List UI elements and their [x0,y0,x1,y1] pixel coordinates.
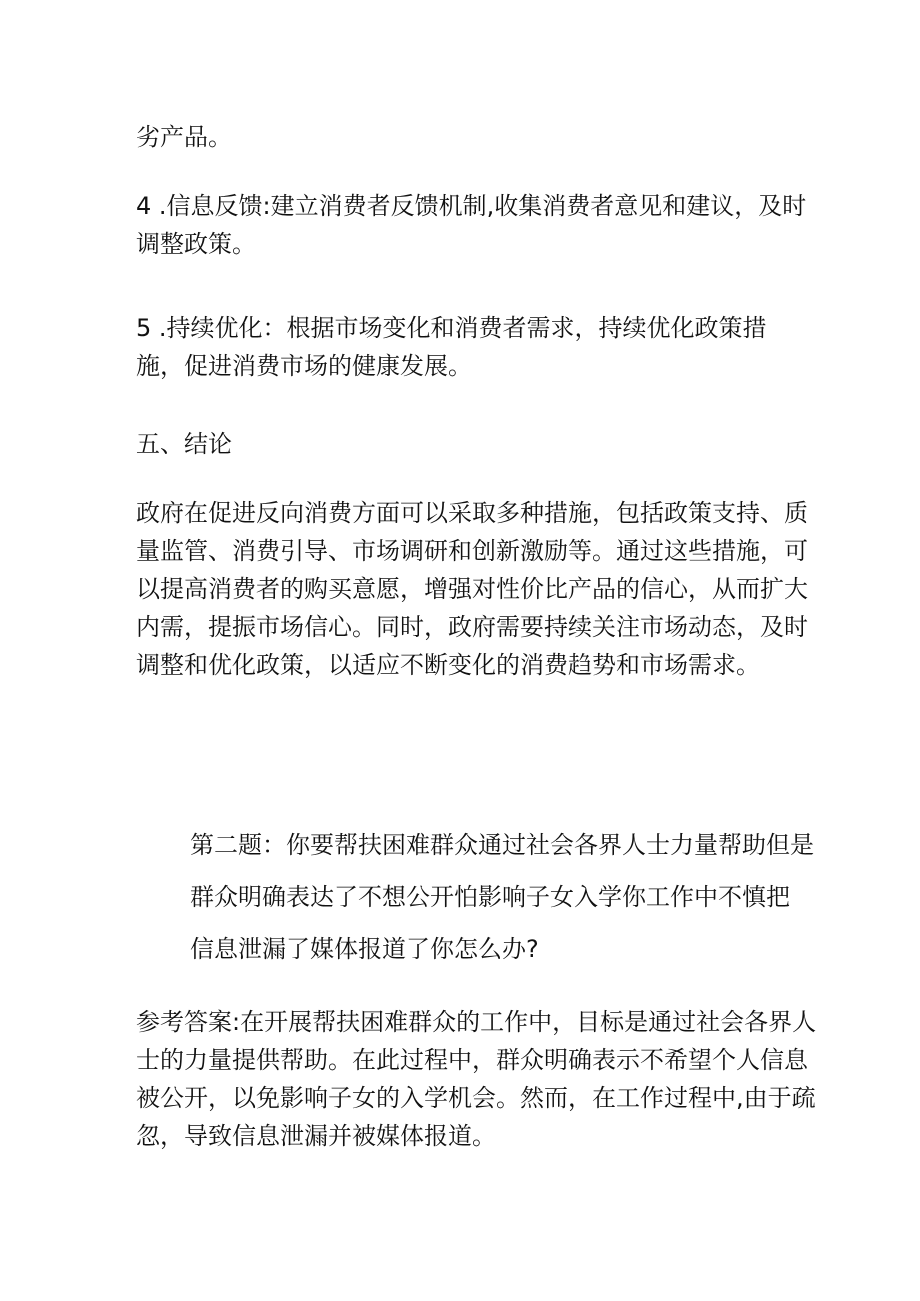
text-line: 政府在促进反向消费方面可以采取多种措施，包括政策支持、质 [136,499,808,527]
text-line: 被公开，以免影响子女的入学机会。然而，在工作过程中,由于疏 [136,1084,816,1112]
text-line: 调整政策。 [136,230,256,258]
paragraph-reference-answer [136,1003,816,1155]
text-line: 忽，导致信息泄漏并被媒体报道。 [136,1122,496,1150]
paragraph-item-4 [136,187,816,263]
text-line: 施，促进消费市场的健康发展。 [136,352,472,380]
text-line: 调整和优化政策，以适应不断变化的消费趋势和市场需求。 [136,651,760,679]
text-line: 内需，提振市场信心。同时，政府需要持续关注市场动态，及时 [136,613,808,641]
text-line: 参考答案:在开展帮扶困难群众的工作中，目标是通过社会各界人 [136,1008,817,1036]
text-line: 信息泄漏了媒体报道了你怎么办? [190,935,539,963]
text-line: 劣产品。 [136,123,232,151]
paragraph-conclusion [136,494,816,684]
text-line: 第二题：你要帮扶困难群众通过社会各界人士力量帮助但是 [190,831,814,859]
heading-text: 五、结论 [136,430,232,458]
text-line: 量监管、消费引导、市场调研和创新激励等。通过这些措施，可 [136,537,808,565]
text-line: 4 .信息反馈:建立消费者反馈机制,收集消费者意见和建议，及时 [136,192,807,220]
paragraph-continuation [136,118,816,156]
text-line: 士的力量提供帮助。在此过程中，群众明确表示不希望个人信息 [136,1046,808,1074]
text-line: 群众明确表达了不想公开怕影响子女入学你工作中不慎把 [190,883,790,911]
text-line: 5 .持续优化：根据市场变化和消费者需求，持续优化政策措 [136,314,767,342]
paragraph-item-5 [136,309,816,385]
question-2 [190,819,814,975]
section-heading-conclusion [136,425,816,463]
text-line: 以提高消费者的购买意愿，增强对性价比产品的信心，从而扩大 [136,575,808,603]
